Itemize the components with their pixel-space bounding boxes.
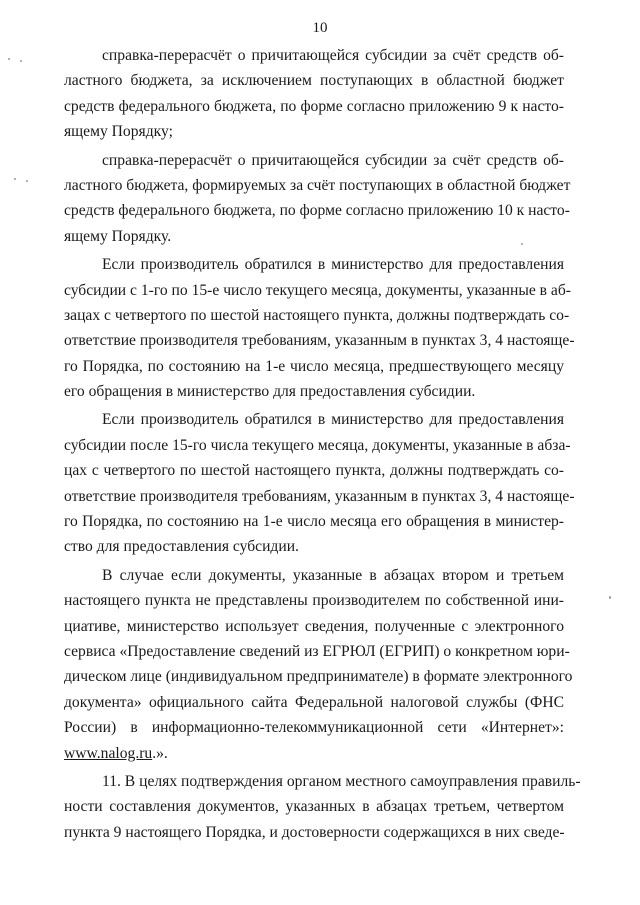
text-line: настоящего пункта не представлены производителем по собственной ини- [64,592,564,610]
scan-speck [521,243,523,245]
text-line: дическом лице (индивидуальном предпринимателе) в формате электронного [64,668,573,686]
text-line: ластного бюджета, формируемых за счёт поступающих в областной бюджет [64,176,571,194]
text-line [64,741,564,766]
text-line: ящему Порядку; [64,123,173,141]
text-line: справка-перерасчёт о причитающейся субсидии за счёт средств об- [102,151,564,169]
nalog-link[interactable]: www.nalog.ru [64,744,153,762]
text-line: субсидии с 1-го по 15-е число текущего месяца, документы, указанные в аб- [64,281,571,299]
text-line: сервиса «Предоставление сведений из ЕГРЮЛ (ЕГРИП) о конкретном юри- [64,642,570,660]
paragraph-second-half-month [64,407,575,559]
text-line: цах с четвертого по шестой настоящего пункта, должны подтверждать со- [64,462,564,480]
text-line: средств федерального бюджета, по форме согласно приложению 10 к насто- [64,202,570,220]
text-line: Если производитель обратился в министерство для предоставления [102,256,564,274]
paragraph-recalc-regional [64,43,564,145]
text-line: 11. В целях подтверждения органом местного самоуправления правиль- [102,772,581,790]
scan-speck [14,178,16,180]
text-line: его обращения в министерство для предоставления субсидии. [64,383,476,401]
text-line: ответствие производителя требованиям, указанным в пунктах 3, 4 настояще- [64,332,575,350]
scan-speck [609,596,611,599]
text-line: ности составления документов, указанных в абзацах третьем, четвертом [64,798,564,816]
text-line: го Порядка, по состоянию на 1-е число месяца его обращения в министер- [64,513,564,531]
paragraph-recalc-federal [64,148,571,250]
paragraph-first-half-month [64,252,575,404]
text-line: го Порядка, по состоянию на 1-е число месяца, предшествующего месяцу [64,357,564,375]
document-body [64,43,581,845]
text-line: ство для предоставления субсидии. [64,538,299,556]
text-line: справка-перерасчёт о причитающейся субсидии за счёт средств об- [102,47,564,64]
text-line: циативе, министерство использует сведения, полученные с электронного [64,617,564,635]
text-line: зацах с четвертого по шестой настоящего пункта, должны подтверждать со- [64,306,570,324]
text-line: субсидии после 15-го числа текущего месяца, документы, указанные в абза- [64,436,571,454]
text-line: России) в информационно-телекоммуникационной сети «Интернет»: [64,719,564,737]
text-line: пункта 9 настоящего Порядка, и достоверности содержащихся в них сведе- [64,823,565,841]
scan-speck [8,58,10,60]
text-line: Если производитель обратился в министерство для предоставления [102,411,564,429]
text-line: ответствие производителя требованиям, указанным в пунктах 3, 4 настояще- [64,487,575,505]
scan-speck [20,60,22,62]
text-line: В случае если документы, указанные в абзацах втором и третьем [102,566,564,584]
text-line: ящему Порядку. [64,227,172,245]
text-line: документа» официального сайта Федеральной налоговой службы (ФНС [64,693,564,711]
paragraph-item-11 [64,769,581,845]
text-line: ластного бюджета, за исключением поступающих в областной бюджет [64,72,564,90]
page-number: 10 [312,20,328,36]
text-line: средств федерального бюджета, по форме согласно приложению 9 к насто- [64,97,564,115]
scan-speck [26,180,28,182]
paragraph-egrul-service [64,563,573,766]
link-trailing-text: .». [152,744,168,762]
